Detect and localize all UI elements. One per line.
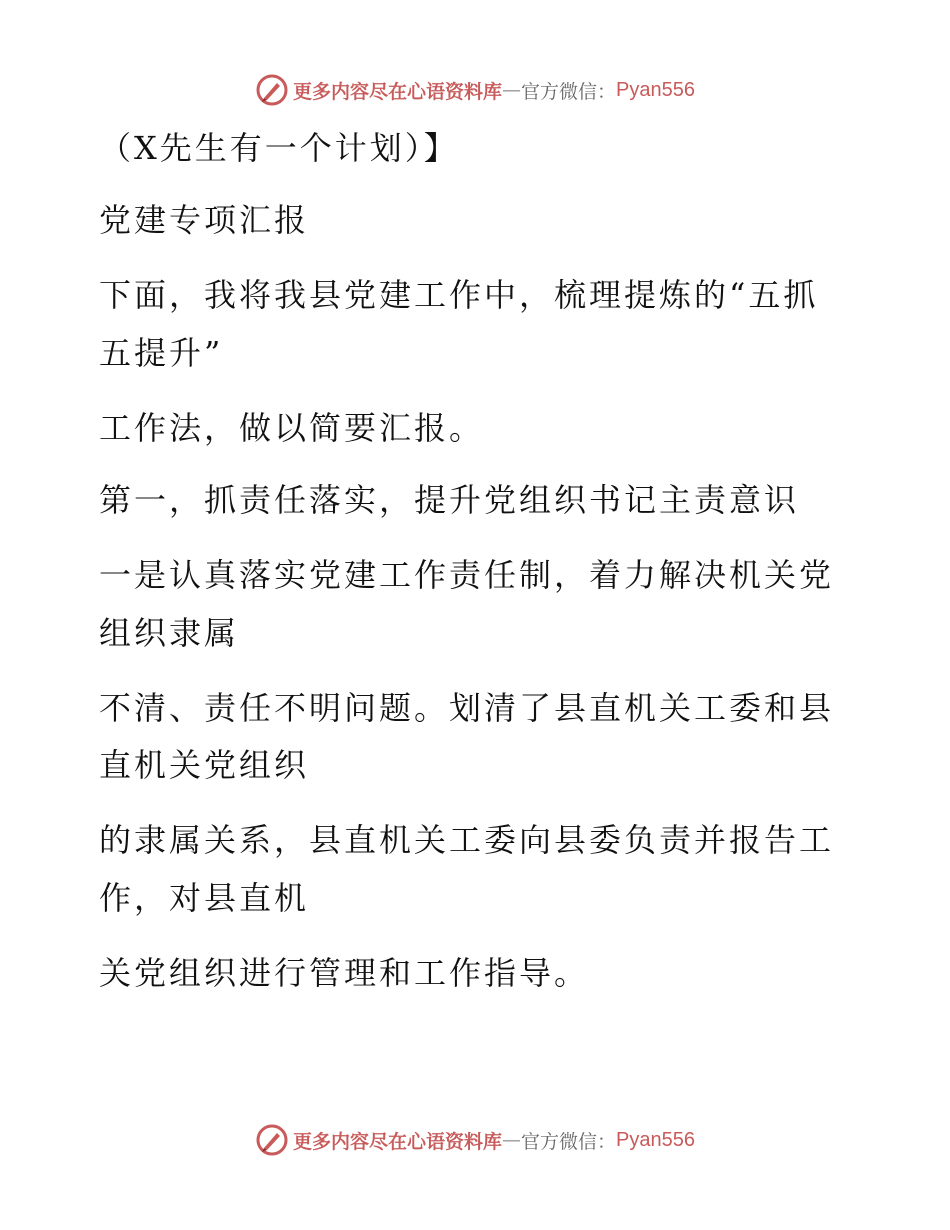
text-line: 直机关党组织 [99,746,310,784]
text-line: （X先生有一个计划）】 [99,129,459,167]
watermark-dash: — [502,1129,522,1151]
text-line: 一是认真落实党建工作责任制，着力解决机关党 [99,556,835,594]
watermark-main-text: 更多内容尽在心语资料库 [293,80,503,103]
text-line: 组织隶属 [99,614,240,652]
text-line: 五提升” [99,334,224,372]
text-line: 党建专项汇报 [99,201,310,239]
text-line: 工作法，做以简要汇报。 [99,409,485,447]
pen-logo-icon [255,73,289,107]
watermark-id: Pyan556 [616,78,695,101]
watermark-id: Pyan556 [616,1128,695,1151]
pen-logo-icon [255,1123,289,1157]
text-line: 下面，我将我县党建工作中，梳理提炼的“五抓 [99,276,819,314]
text-line: 不清、责任不明问题。划清了县直机关工委和县 [99,689,835,727]
text-line: 的隶属关系，县直机关工委向县委负责并报告工 [99,821,835,859]
text-line: 作，对县直机 [99,879,310,917]
watermark-header [0,70,950,110]
text-line: 第一，抓责任落实，提升党组织书记主责意识 [99,481,800,519]
watermark-dash: — [502,79,522,101]
watermark-official-label: 官方微信： [521,80,617,103]
text-line: 关党组织进行管理和工作指导。 [99,954,590,992]
watermark-main-text: 更多内容尽在心语资料库 [293,1130,503,1153]
watermark-official-label: 官方微信： [521,1130,617,1153]
watermark-footer [0,1120,950,1160]
